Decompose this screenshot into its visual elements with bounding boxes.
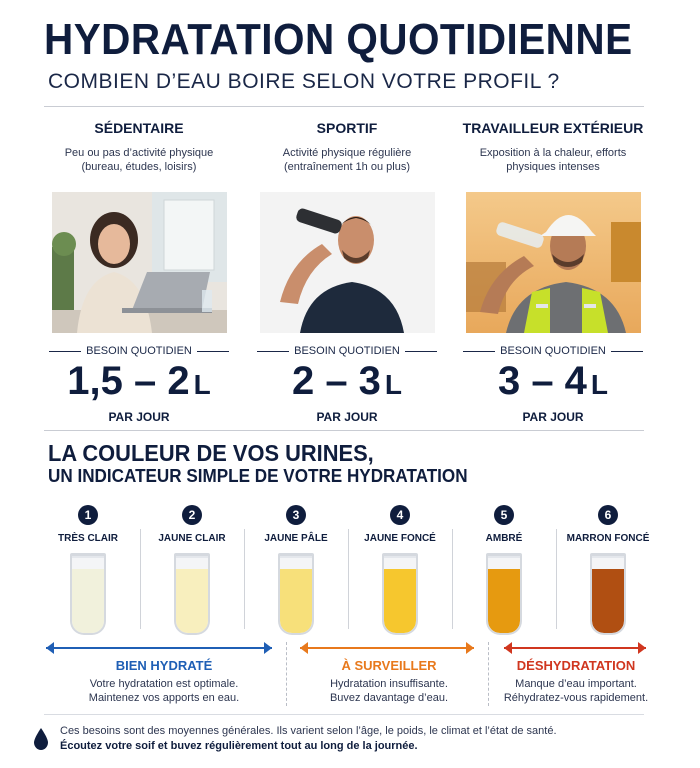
profile-card-sedentary [44,118,234,424]
water-drop-icon [34,728,48,750]
divider [44,430,644,431]
daily-amount: 2 – 3 L [291,359,403,403]
athlete-drinking-photo [260,192,435,333]
zone-description: Manque d’eau important. Réhydratez-vous rapidement. [503,678,649,704]
need-label: BESOIN QUOTIDIEN [458,345,648,357]
test-tube-icon [382,553,418,635]
divider [286,642,287,706]
profile-title: TRAVAILLEUR EXTÉRIEUR [462,120,644,136]
divider [488,642,489,706]
stage-label: JAUNE CLAIR [158,533,226,544]
urine-stage-6 [556,505,660,635]
test-tube-icon [174,553,210,635]
profile-description: Peu ou pas d’activité physique (bureau, études, loisirs) [64,147,214,173]
daily-amount: 3 – 4 L [497,359,609,403]
zone-arrow-watch [300,642,474,654]
profile-card-outdoor-worker [458,118,648,424]
sedentary-person-photo [52,192,227,333]
per-day-label: PAR JOUR [108,410,170,424]
profile-title: SPORTIF [316,120,378,136]
zone-hydrated [60,658,268,705]
daily-amount: 1,5 – 2 L [67,359,211,403]
footer-note: Ces besoins sont des moyennes générales. Ils varient selon l’âge, le poids, le climat et l’état de santé. [60,725,557,737]
profile-card-athlete [252,118,442,424]
stage-label: AMBRÉ [485,533,523,544]
urine-stage-2 [140,505,244,635]
per-day-label: PAR JOUR [522,410,584,424]
divider [44,106,644,107]
test-tube-icon [70,553,106,635]
test-tube-icon [590,553,626,635]
stage-number-badge: 2 [182,505,202,525]
zone-watch [296,658,482,705]
section-subtitle: UN INDICATEUR SIMPLE DE VOTRE HYDRATATION [48,466,468,486]
divider [44,714,644,715]
stage-label: TRÈS CLAIR [58,533,118,544]
stage-label: JAUNE PÂLE [264,533,328,544]
page-subtitle: COMBIEN D’EAU BOIRE SELON VOTRE PROFIL ? [48,70,560,93]
zone-title: BIEN HYDRATÉ [115,658,213,673]
zone-description: Votre hydratation est optimale. Maintenez vos apports en eau. [88,678,240,704]
urine-stage-3 [244,505,348,635]
stage-label: JAUNE FONCÉ [364,533,436,544]
profile-description: Exposition à la chaleur, efforts physiques intenses [479,147,627,173]
zone-title: DÉSHYDRATATION [516,658,636,673]
stage-number-badge: 3 [286,505,306,525]
per-day-label: PAR JOUR [316,410,378,424]
stage-number-badge: 6 [598,505,618,525]
page-title: HYDRATATION QUOTIDIENNE [44,15,633,64]
urine-color-scale [36,505,656,635]
profile-description: Activité physique régulière (entraînement 1h ou plus) [282,147,412,173]
zone-title: À SURVEILLER [341,658,437,673]
zone-arrow-hydrated [46,642,272,654]
outdoor-worker-drinking-photo [466,192,641,333]
stage-number-badge: 4 [390,505,410,525]
zone-arrow-dehydration [504,642,646,654]
urine-stage-5 [452,505,556,635]
section-title: LA COULEUR DE VOS URINES, [48,440,374,466]
footer-advice: Écoutez votre soif et buvez régulièrement tout au long de la journée. [60,740,418,752]
test-tube-icon [278,553,314,635]
stage-number-badge: 1 [78,505,98,525]
stage-number-badge: 5 [494,505,514,525]
test-tube-icon [486,553,522,635]
urine-stage-1 [36,505,140,635]
urine-stage-4 [348,505,452,635]
need-label: BESOIN QUOTIDIEN [252,345,442,357]
zone-description: Hydratation insuffisante. Buvez davantage d’eau. [329,678,449,704]
profiles-section [44,118,644,424]
zone-dehydration [494,658,658,705]
profile-title: SÉDENTAIRE [94,120,184,136]
need-label: BESOIN QUOTIDIEN [44,345,234,357]
stage-label: MARRON FONCÉ [566,533,650,544]
